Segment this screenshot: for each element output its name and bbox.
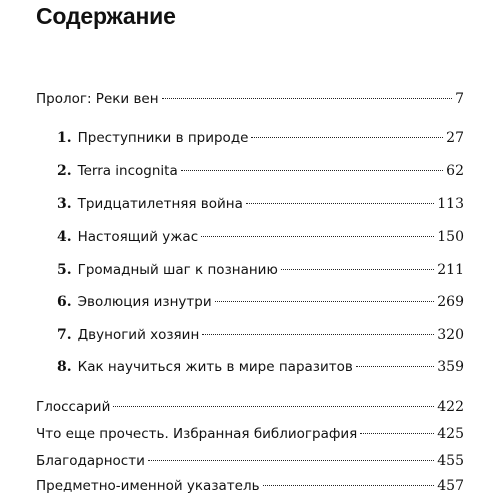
chapter-number: 5. [57,262,72,278]
toc-entry-label: Как научиться жить в мире паразитов [77,359,353,375]
dot-leader [263,485,435,486]
toc-entry-page: 269 [437,294,464,310]
toc-entry-page: 425 [437,426,464,442]
dot-leader [251,137,443,138]
toc-entry-page: 7 [455,91,464,107]
toc-entry-chapter-2[interactable] [57,160,464,182]
dot-leader [360,433,434,434]
dot-leader [246,203,434,204]
toc-entry-chapter-4[interactable] [57,226,464,248]
chapter-number: 8. [57,359,72,375]
dot-leader [202,334,434,335]
toc-entry-glossary[interactable] [36,396,464,418]
toc-entry-index[interactable] [36,475,464,497]
toc-entry-page: 320 [437,327,464,343]
toc-entry-chapter-5[interactable] [57,259,464,281]
toc-entry-label: Благодарности [36,453,145,469]
chapter-number: 4. [57,229,72,245]
toc-entry-page: 359 [437,359,464,375]
chapter-number: 3. [57,196,72,212]
toc-entry-label: Настоящий ужас [77,229,199,245]
toc-entry-page: 62 [446,163,464,179]
toc-entry-bibliography[interactable] [36,423,464,445]
toc-entry-label: Предметно-именной указатель [36,478,260,494]
dot-leader [356,366,434,367]
toc-entry-page: 150 [437,229,464,245]
chapter-number: 1. [57,130,72,146]
toc-entry-acknowledgements[interactable] [36,450,464,472]
toc-entry-chapter-1[interactable] [57,127,464,149]
toc-entry-chapter-3[interactable] [57,193,464,215]
dot-leader [181,170,443,171]
chapter-number: 2. [57,163,72,179]
toc-entry-label: Что еще прочесть. Избранная библиография [36,426,358,442]
chapter-number: 6. [57,294,72,310]
dot-leader [215,301,435,302]
dot-leader [281,269,434,270]
toc-entry-page: 455 [437,453,464,469]
toc-entry-label: Тридцатилетняя война [77,196,243,212]
toc-entry-label: Двуногий хозяин [77,327,200,343]
chapter-number: 7. [57,327,72,343]
toc-entry-chapter-6[interactable] [57,291,464,313]
toc-entry-label: Эволюция изнутри [77,294,212,310]
toc-entry-prologue[interactable] [36,88,464,110]
dot-leader [113,406,434,407]
page-title: Содержание [36,3,176,29]
toc-entry-chapter-7[interactable] [57,324,464,346]
dot-leader [148,460,434,461]
dot-leader [201,236,434,237]
toc-entry-chapter-8[interactable] [57,356,464,378]
toc-entry-label: Преступники в природе [77,130,249,146]
toc-entry-label: Громадный шаг к познанию [77,262,278,278]
toc-entry-label: Terra incognita [77,163,178,179]
toc-entry-page: 27 [446,130,464,146]
toc-entry-label: Глоссарий [36,399,111,415]
toc-entry-page: 457 [437,478,464,494]
toc-entry-page: 113 [437,196,464,212]
dot-leader [162,98,453,99]
toc-entry-page: 211 [437,262,464,278]
toc-entry-label: Пролог: Реки вен [36,91,159,107]
toc-entry-page: 422 [437,399,464,415]
